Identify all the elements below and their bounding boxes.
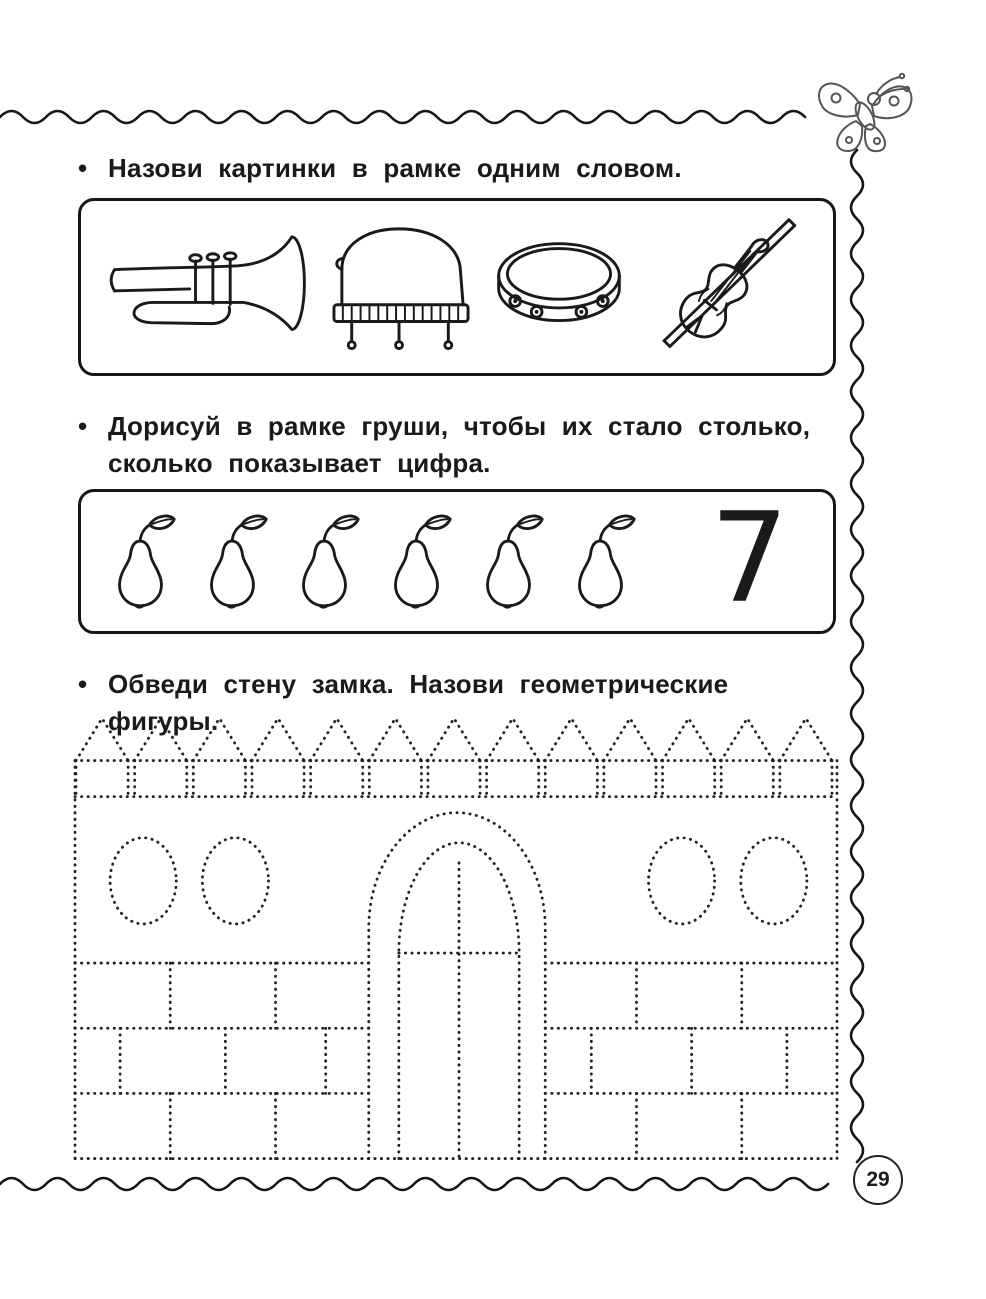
page-number: 29 (866, 1168, 890, 1191)
target-number: 7 (710, 485, 789, 630)
task2-instruction (78, 408, 848, 482)
task2-text-line1: Дорисуй в рамке груши, чтобы их стало столько, (108, 411, 811, 441)
pears-frame (78, 485, 836, 634)
violin-icon (643, 209, 811, 365)
bullet-icon: • (78, 411, 88, 441)
task3-text: Обведи стену замка. Назови геометрические фигуры. (108, 669, 729, 736)
task2-text (108, 408, 810, 482)
task1-text: Назови картинки в рамке одним словом. (108, 153, 682, 183)
pear-icon (285, 508, 363, 616)
bullet-icon: • (78, 669, 88, 699)
grand-piano-icon (326, 218, 476, 356)
wavy-border-top (0, 105, 810, 129)
page-number-badge (853, 1155, 903, 1205)
pear-icon (193, 508, 271, 616)
tambourine-icon (486, 231, 632, 343)
castle-wall-drawing (75, 712, 837, 1164)
pear-icon (561, 508, 639, 616)
trumpet-icon (103, 225, 315, 349)
bullet-icon: • (78, 153, 88, 183)
butterfly-icon (812, 58, 924, 160)
instruments-frame (78, 198, 836, 376)
wavy-border-bottom (0, 1172, 864, 1196)
pear-icon (469, 508, 547, 616)
task2-text-line2: сколько показывает цифра. (108, 448, 491, 478)
pear-icon (101, 508, 179, 616)
pear-icon (377, 508, 455, 616)
task1-instruction (78, 150, 848, 187)
